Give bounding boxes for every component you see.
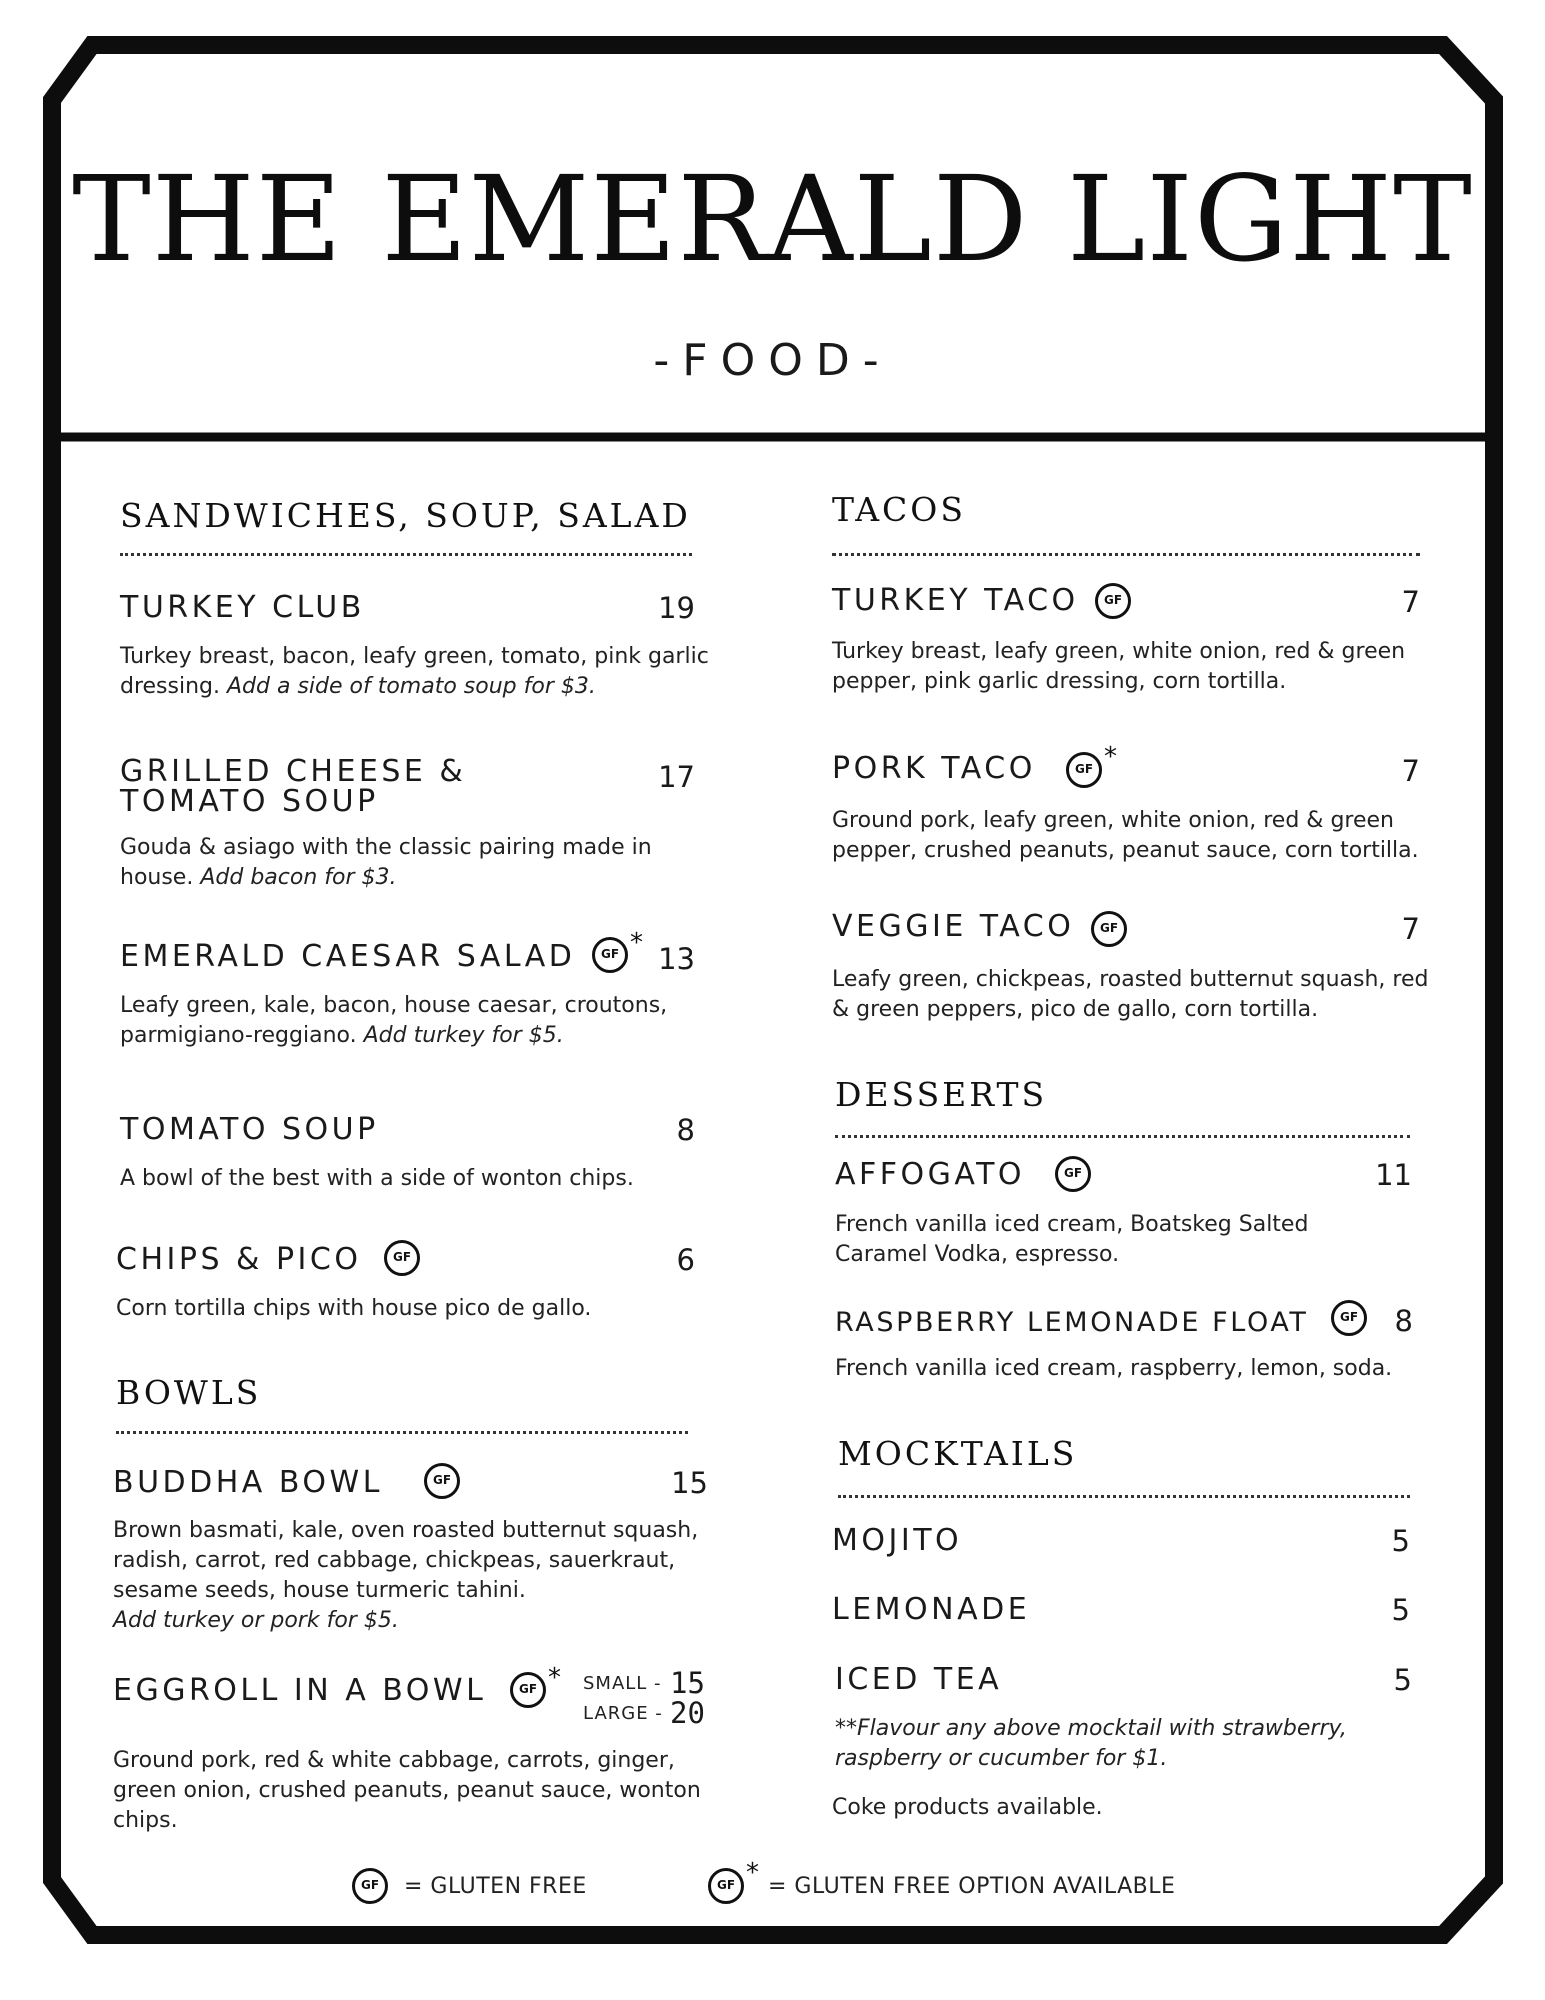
restaurant-title: THE EMERALD LIGHT <box>72 150 1473 288</box>
item-desc-affogato: French vanilla iced cream, Boatskeg Salted Caramel Vodka, espresso. <box>835 1212 1309 1267</box>
size-label-large: LARGE - <box>583 1703 663 1724</box>
item-desc-turkey-club: Turkey breast, bacon, leafy green, tomato, pink garlic dressing. Add a side of tomato soup for $3. <box>120 644 709 699</box>
item-price-tomato-soup: 8 <box>676 1113 695 1147</box>
item-name-iced-tea: ICED TEA <box>835 1662 1003 1697</box>
gluten-free-icon: GF <box>384 1240 420 1276</box>
item-desc-buddha-bowl: Brown basmati, kale, oven roasted butternut squash, radish, carrot, red cabbage, chickpeas, sauerkraut, sesame seeds, house turmeric tahini. Add turkey or pork for $5. <box>113 1518 699 1633</box>
section-divider <box>832 553 1420 556</box>
size-label-small: SMALL - <box>583 1673 662 1694</box>
item-name-turkey-taco: TURKEY TACO <box>832 583 1079 618</box>
section-title-desserts: DESSERTS <box>835 1075 1048 1114</box>
gluten-free-icon: GF <box>424 1463 460 1499</box>
item-name-buddha-bowl: BUDDHA BOWL <box>113 1465 383 1500</box>
item-price-grilled-cheese: 17 <box>658 760 695 794</box>
size-price-small: 15 <box>670 1666 705 1700</box>
gluten-free-icon: GF <box>1055 1156 1091 1192</box>
item-desc-pork-taco: Ground pork, leafy green, white onion, red & green pepper, crushed peanuts, peanut sauce, corn tortilla. <box>832 808 1419 863</box>
gluten-free-icon: GF <box>352 1868 388 1904</box>
section-title-sandwiches: SANDWICHES, SOUP, SALAD <box>120 496 691 535</box>
legend-gluten-free-option: = GLUTEN FREE OPTION AVAILABLE <box>768 1874 1176 1899</box>
item-name-mojito: MOJITO <box>832 1523 963 1558</box>
item-name-grilled-cheese-line2: TOMATO SOUP <box>120 784 379 819</box>
item-name-raspberry-float: RASPBERRY LEMONADE FLOAT <box>835 1307 1309 1338</box>
mocktail-flavour-note: **Flavour any above mocktail with strawberry, raspberry or cucumber for $1. <box>835 1716 1347 1771</box>
item-desc-grilled-cheese: Gouda & asiago with the classic pairing made in house. Add bacon for $3. <box>120 835 652 890</box>
item-price-buddha-bowl: 15 <box>671 1466 708 1500</box>
item-name-pork-taco: PORK TACO <box>832 751 1036 786</box>
gf-option-asterisk: * <box>548 1663 561 1693</box>
item-name-lemonade: LEMONADE <box>832 1592 1031 1627</box>
item-price-mojito: 5 <box>1391 1524 1410 1558</box>
section-divider <box>835 1135 1410 1138</box>
item-desc-eggroll-bowl: Ground pork, red & white cabbage, carrots, ginger, green onion, crushed peanuts, peanut sauce, wonton chips. <box>113 1748 701 1833</box>
gluten-free-icon: GF <box>1066 752 1102 788</box>
item-price-veggie-taco: 7 <box>1401 912 1420 946</box>
item-name-affogato: AFFOGATO <box>835 1157 1026 1192</box>
item-price-affogato: 11 <box>1375 1158 1412 1192</box>
item-price-turkey-taco: 7 <box>1401 585 1420 619</box>
item-price-pork-taco: 7 <box>1401 754 1420 788</box>
item-price-caesar-salad: 13 <box>658 942 695 976</box>
section-divider <box>838 1495 1410 1498</box>
item-price-lemonade: 5 <box>1391 1593 1410 1627</box>
item-desc-veggie-taco: Leafy green, chickpeas, roasted butternut squash, red & green peppers, pico de gallo, corn tortilla. <box>832 967 1429 1022</box>
item-price-raspberry-float: 8 <box>1394 1304 1413 1338</box>
gluten-free-icon: GF <box>708 1868 744 1904</box>
menu-subtitle: -FOOD- <box>653 335 892 386</box>
item-name-chips-pico: CHIPS & PICO <box>116 1242 362 1277</box>
gluten-free-icon: GF <box>592 937 628 973</box>
legend-gluten-free: = GLUTEN FREE <box>404 1874 587 1899</box>
section-title-bowls: BOWLS <box>116 1373 262 1412</box>
item-desc-caesar-salad: Leafy green, kale, bacon, house caesar, croutons, parmigiano-reggiano. Add turkey for $5. <box>120 993 668 1048</box>
gluten-free-icon: GF <box>1095 583 1131 619</box>
item-name-veggie-taco: VEGGIE TACO <box>832 909 1075 944</box>
coke-products-note: Coke products available. <box>832 1795 1103 1820</box>
item-desc-tomato-soup: A bowl of the best with a side of wonton chips. <box>120 1166 634 1191</box>
item-desc-chips-pico: Corn tortilla chips with house pico de gallo. <box>116 1296 592 1321</box>
gluten-free-icon: GF <box>1331 1300 1367 1336</box>
item-name-caesar-salad: EMERALD CAESAR SALAD <box>120 939 576 974</box>
item-name-grilled-cheese: GRILLED CHEESE & <box>120 754 467 789</box>
section-title-tacos: TACOS <box>832 490 966 529</box>
item-name-tomato-soup: TOMATO SOUP <box>120 1112 379 1147</box>
gluten-free-icon: GF <box>1091 911 1127 947</box>
gf-option-asterisk: * <box>746 1858 759 1888</box>
item-desc-turkey-taco: Turkey breast, leafy green, white onion, red & green pepper, pink garlic dressing, corn tortilla. <box>832 639 1406 694</box>
item-name-eggroll-bowl: EGGROLL IN A BOWL <box>113 1673 487 1708</box>
item-price-turkey-club: 19 <box>658 591 695 625</box>
gf-option-asterisk: * <box>630 928 643 958</box>
item-desc-raspberry-float: French vanilla iced cream, raspberry, lemon, soda. <box>835 1356 1393 1381</box>
section-title-mocktails: MOCKTAILS <box>838 1434 1078 1473</box>
gluten-free-icon: GF <box>510 1672 546 1708</box>
item-price-iced-tea: 5 <box>1393 1663 1412 1697</box>
item-name-turkey-club: TURKEY CLUB <box>120 590 365 625</box>
gf-option-asterisk: * <box>1104 742 1117 772</box>
item-price-chips-pico: 6 <box>676 1243 695 1277</box>
section-divider <box>116 1431 688 1434</box>
section-divider <box>120 553 692 556</box>
size-price-large: 20 <box>670 1696 705 1730</box>
